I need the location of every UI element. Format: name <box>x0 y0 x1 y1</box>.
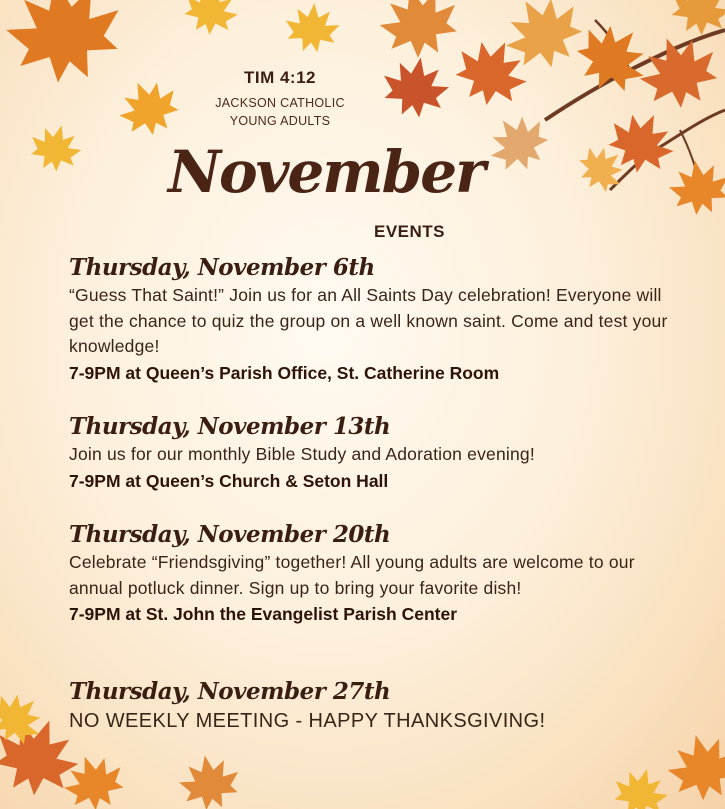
maple-leaf-icon <box>283 1 341 54</box>
scripture-reference: TIM 4:12 <box>243 68 317 87</box>
event-time-place: 7-9PM at Queen’s Parish Office, St. Catherine Room <box>69 362 500 383</box>
maple-leaf-icon <box>0 0 129 90</box>
event-note: NO WEEKLY MEETING - HAPPY THANKSGIVING! <box>69 710 546 732</box>
maple-leaf-icon <box>177 0 244 42</box>
maple-leaf-icon <box>608 762 673 809</box>
event-time-place: 7-9PM at Queen’s Church & Seton Hall <box>69 470 389 491</box>
maple-leaf-icon <box>630 25 725 118</box>
month-title: November <box>168 138 484 206</box>
event-description: “Guess That Saint!” Join us for an All Saints Day celebration! Everyone will get the chance to quiz the group on a well known saint. Come and test your knowledge! <box>69 285 668 356</box>
maple-leaf-icon <box>378 52 453 122</box>
organization-line-1: JACKSON CATHOLIC <box>215 96 345 110</box>
maple-leaf-icon <box>25 119 86 177</box>
events-label: EVENTS <box>374 222 446 241</box>
maple-leaf-icon <box>478 103 558 182</box>
event-time-place: 7-9PM at St. John the Evangelist Parish Center <box>69 604 458 624</box>
event-date: Thursday, November 6th <box>69 254 375 281</box>
event-date: Thursday, November 13th <box>69 413 391 440</box>
maple-leaf-icon <box>57 747 132 809</box>
maple-leaf-icon <box>110 70 187 144</box>
maple-leaf-icon <box>175 750 243 809</box>
flyer-header <box>180 68 380 130</box>
event-item <box>69 677 689 735</box>
maple-leaf-icon <box>372 0 466 65</box>
maple-leaf-icon <box>661 726 725 807</box>
event-item <box>69 253 689 386</box>
event-date: Thursday, November 20th <box>69 521 391 548</box>
maple-leaf-icon <box>564 9 661 105</box>
event-description: Join us for our monthly Bible Study and Adoration evening! <box>69 444 535 464</box>
event-description: Celebrate “Friendsgiving” together! All young adults are welcome to our annual potluck dinner. Sign up to bring your favorite dish! <box>69 552 635 598</box>
event-item <box>69 520 689 627</box>
organization-line-2: YOUNG ADULTS <box>229 114 331 128</box>
event-date: Thursday, November 27th <box>69 678 391 705</box>
event-item <box>69 412 689 494</box>
maple-leaf-icon <box>665 155 725 219</box>
organization-name <box>180 94 380 130</box>
